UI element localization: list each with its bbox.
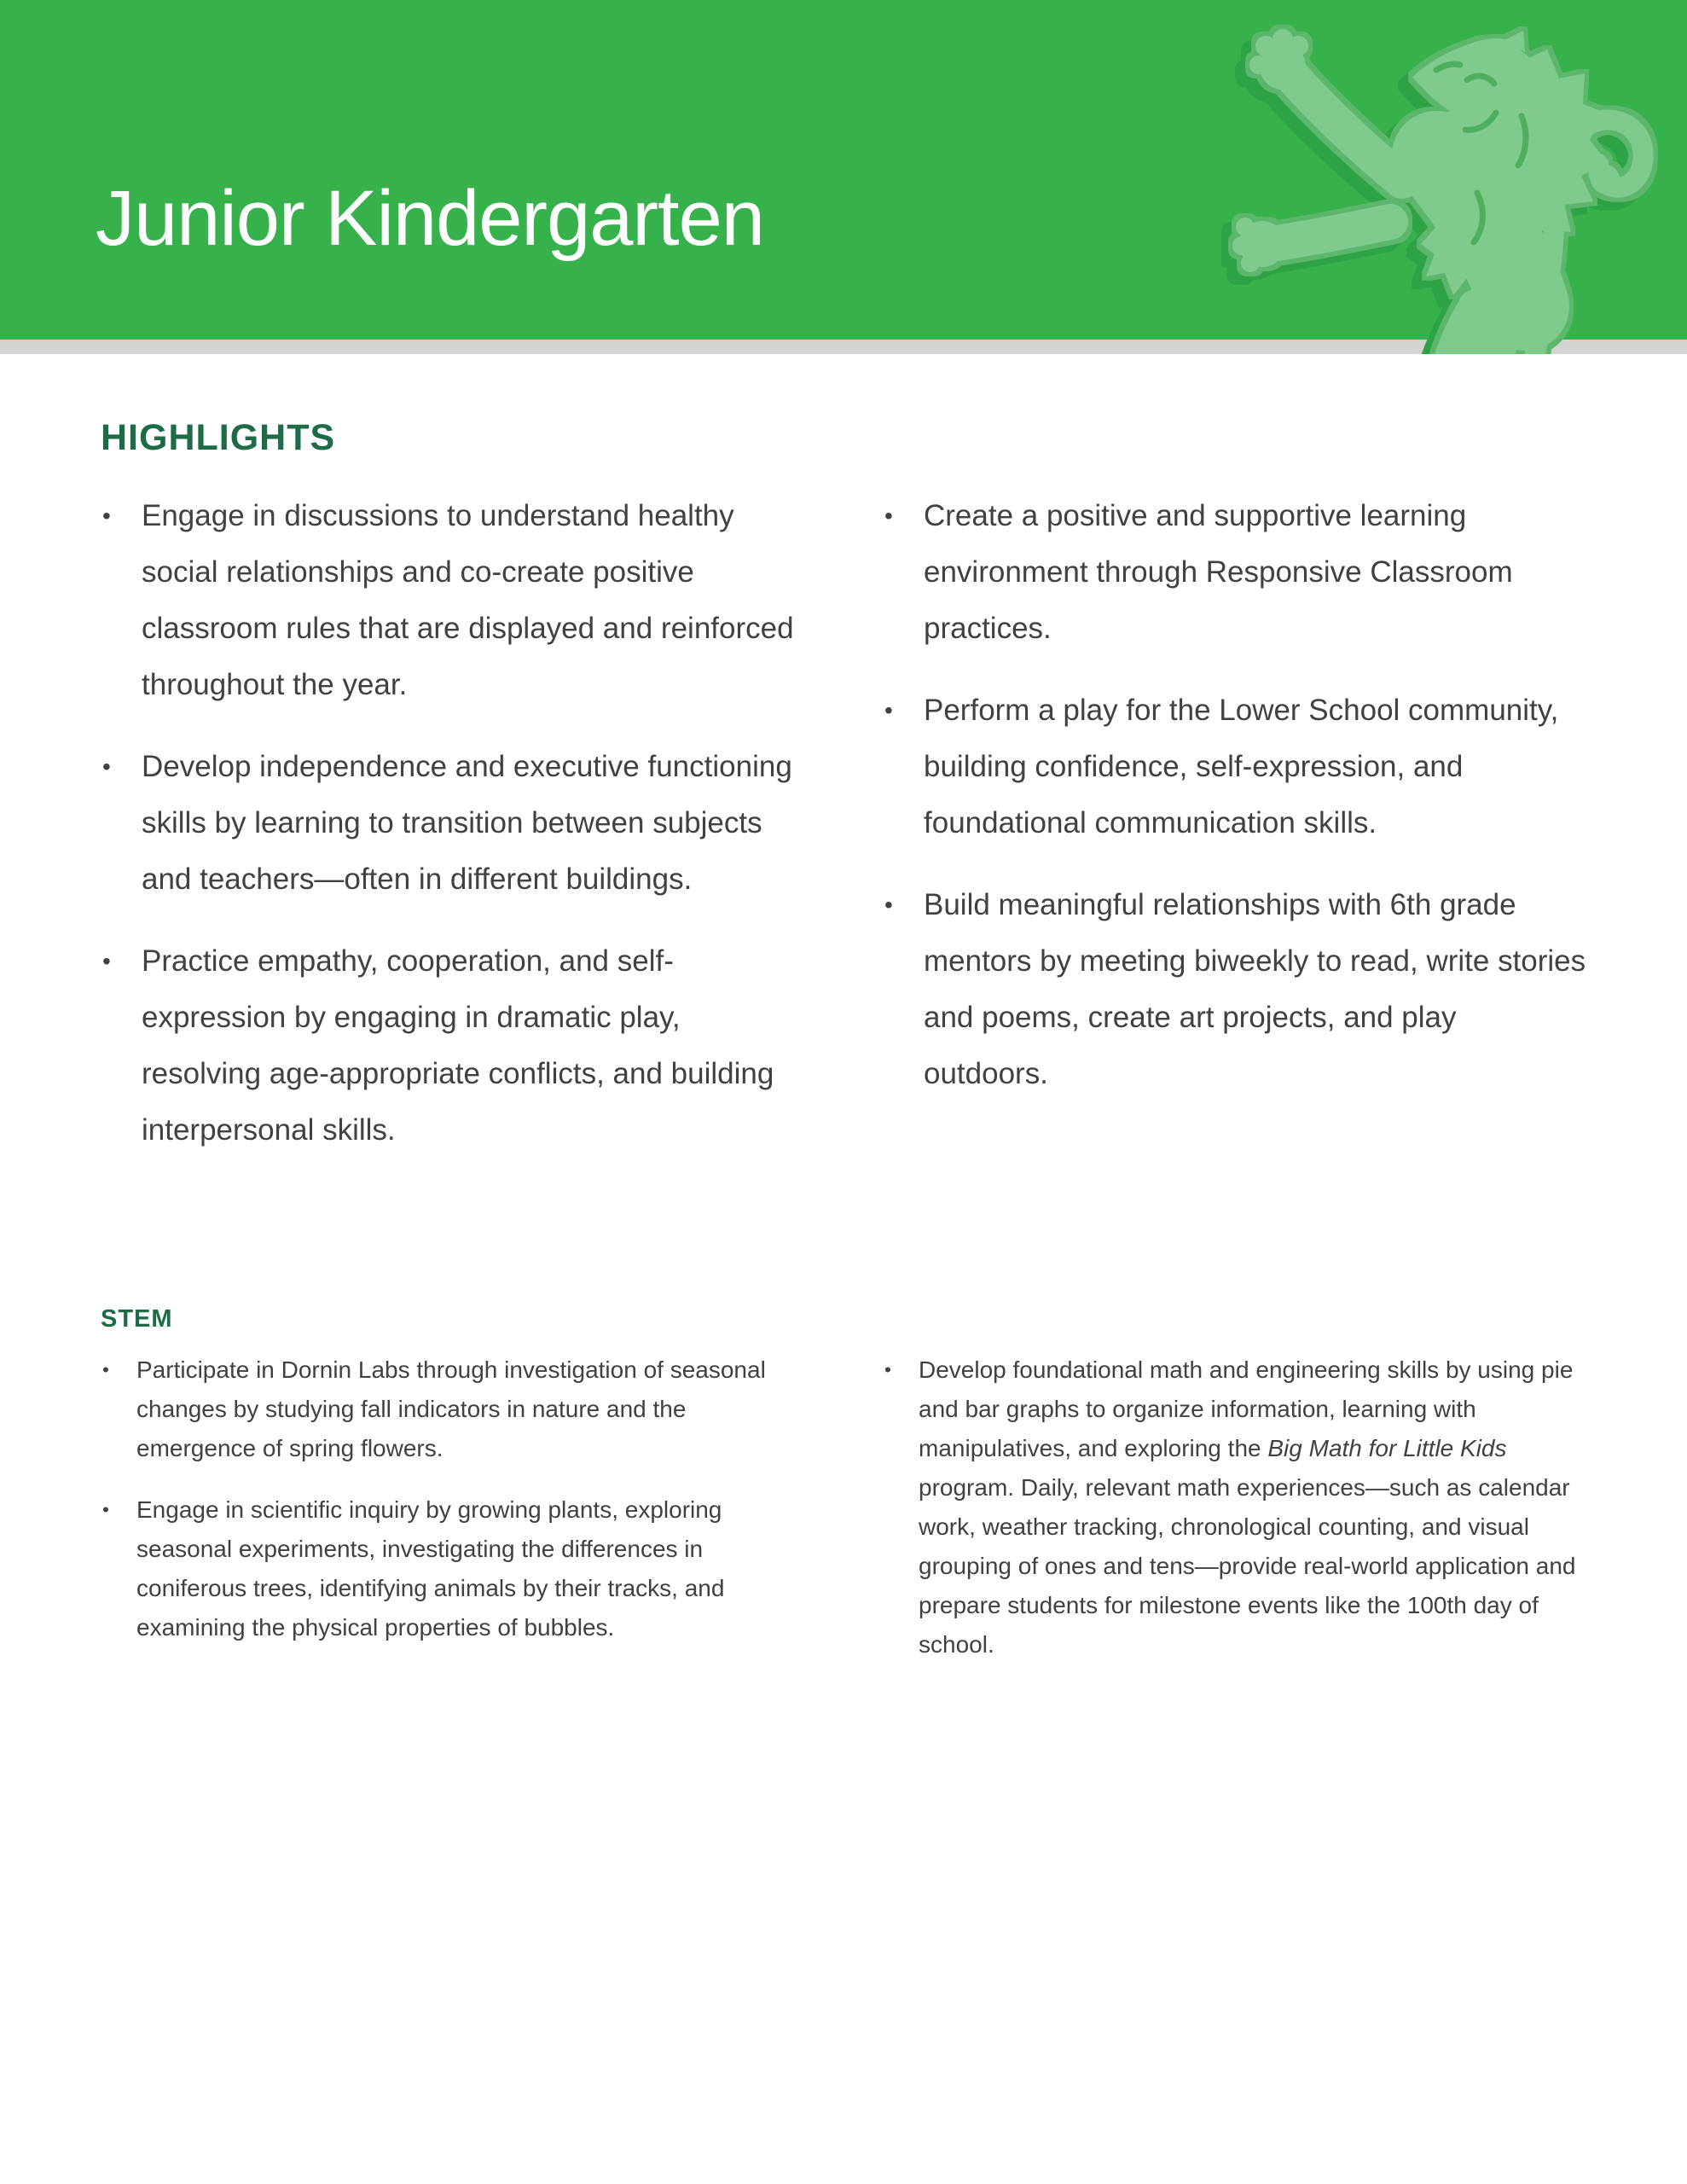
bullet-item: • Engage in scientific inquiry by growing plants, exploring seasonal experiments, investigating the differences in coniferous trees, identifying animals by their tracks, and examining the physical properties of bubbles. — [101, 1490, 804, 1647]
bullet-item: • Participate in Dornin Labs through investigation of seasonal changes by studying fall indicators in nature and the emergence of spring flowers. — [101, 1350, 804, 1468]
stem-heading: STEM — [101, 1305, 173, 1333]
section-stem — [101, 1305, 1586, 1687]
bullet-item: • Perform a play for the Lower School community, building confidence, self-expression, and foundational communication skills. — [883, 682, 1586, 851]
highlights-heading: HIGHLIGHTS — [101, 417, 336, 458]
stem-columns — [101, 1350, 1586, 1687]
stem-column-left — [101, 1350, 804, 1687]
page-header — [0, 0, 1687, 354]
bullet-item: • Create a positive and supportive learning environment through Responsive Classroom practices. — [883, 488, 1586, 657]
bullet-item: • Practice empathy, cooperation, and self-expression by engaging in dramatic play, resolving age-appropriate conflicts, and building interpersonal skills. — [101, 933, 804, 1159]
bullet-item: • Build meaningful relationships with 6th grade mentors by meeting biweekly to read, write stories and poems, create art projects, and play outdoors. — [883, 877, 1586, 1102]
highlights-column-right — [883, 488, 1586, 1184]
stem-column-right — [883, 1350, 1586, 1687]
page-body — [0, 417, 1687, 1687]
bullet-item: • Develop independence and executive functioning skills by learning to transition between subjects and teachers—often in different buildings. — [101, 739, 804, 908]
lion-rampant-icon — [1221, 12, 1665, 354]
section-highlights — [101, 417, 1586, 1184]
bullet-item: • Engage in discussions to understand healthy social relationships and co-create positive classroom rules that are displayed and reinforced throughout the year. — [101, 488, 804, 713]
page-title: Junior Kindergarten — [96, 175, 764, 262]
highlights-column-left — [101, 488, 804, 1184]
bullet-item: • Develop foundational math and engineering skills by using pie and bar graphs to organize information, learning with manipulatives, and exploring the Big Math for Little Kids program. Daily, relevant math experiences—such as calendar work, weather tracking, chronological counting, and visual grouping of ones and tens—provide real-world application and prepare students for milestone events like the 100th day of school. — [883, 1350, 1586, 1664]
highlights-columns — [101, 488, 1586, 1184]
